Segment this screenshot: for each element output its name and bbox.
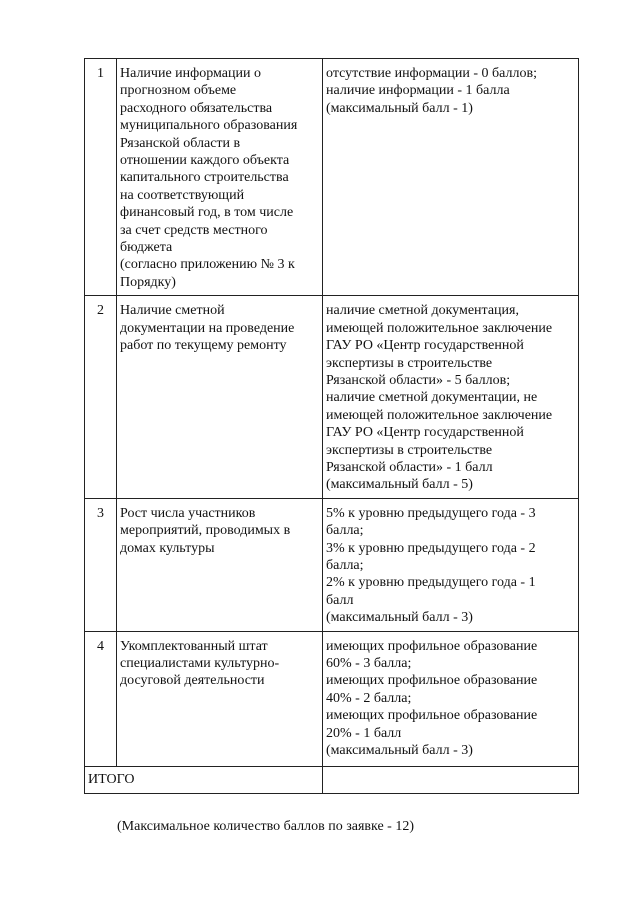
table-row [85,498,579,631]
criterion-text-line: мероприятий, проводимых в [120,523,291,539]
scoring-text-line: 3% к уровню предыдущего года - 2 [326,540,536,556]
scoring-text-line: имеющих профильное образование [326,708,538,724]
scoring-text-line: экспертизы в строительстве [326,355,493,371]
scoring-text-line: балл [326,592,354,608]
total-row [85,766,579,793]
criterion-text-line: Наличие информации о [120,66,261,81]
scoring-text-line: (максимальный балл - 3) [326,610,473,626]
scoring-cell [323,59,579,296]
scoring-text-line: Рязанской области» - 1 балл [326,459,493,475]
scoring-text-line: наличие информации - 1 балла [326,83,510,99]
scoring-text-line: отсутствие информации - 0 баллов; [326,66,537,81]
scoring-text-line: (максимальный балл - 1) [326,100,473,116]
table-row [85,631,579,766]
row-number: 3 [85,498,117,631]
criterion-text-line: расходного обязательства [120,100,273,116]
criterion-text-line: бюджета [120,240,173,256]
row-number: 4 [85,631,117,766]
scoring-text-line: балла; [326,557,364,573]
scoring-cell [323,631,579,766]
scoring-text-line: имеющих профильное образование [326,673,538,689]
criteria-table [84,58,579,794]
criterion-text-line: прогнозном объеме [120,83,237,99]
scoring-text-line: имеющих профильное образование [326,638,538,654]
row-number: 2 [85,296,117,498]
scoring-text-line: наличие сметной документация, [326,303,519,319]
criterion-text-line: на соответствующий [120,187,245,203]
scoring-cell [323,296,579,498]
criterion-text-line: Наличие сметной [120,303,225,319]
scoring-text-line: (максимальный балл - 3) [326,743,473,759]
criterion-text-line: документации на проведение [120,320,295,336]
criterion-text-line: работ по текущему ремонту [120,338,287,354]
scoring-text-line: 40% - 2 балла; [326,690,412,706]
criterion-cell [117,59,323,296]
criterion-text-line: за счет средств местного [120,222,268,238]
scoring-text-line: 2% к уровню предыдущего года - 1 [326,575,536,591]
criterion-cell [117,631,323,766]
criterion-text-line: Рост числа участников [120,505,256,521]
scoring-text-line: 5% к уровню предыдущего года - 3 [326,505,536,521]
criterion-text-line: муниципального образования [120,118,298,134]
total-value [323,766,579,793]
scoring-text-line: имеющей положительное заключение [326,407,553,423]
scoring-text-line: балла; [326,523,364,539]
scoring-text-line: имеющей положительное заключение [326,320,553,336]
criterion-text-line: специалистами культурно- [120,656,280,671]
criterion-text-line: домах культуры [120,540,215,556]
scoring-text-line: экспертизы в строительстве [326,442,493,458]
table-row [85,59,579,296]
criterion-text-line: досуговой деятельности [120,673,265,689]
scoring-text-line: ГАУ РО «Центр государственной [326,425,524,441]
row-number: 1 [85,59,117,296]
scoring-cell [323,498,579,631]
scoring-text-line: 20% - 1 балл [326,725,402,741]
total-label: ИТОГО [85,766,323,793]
criterion-text-line: финансовый год, в том числе [120,205,294,221]
scoring-text-line: Рязанской области» - 5 баллов; [326,372,511,388]
criterion-text-line: капитального строительства [120,170,289,186]
criterion-text-line: отношении каждого объекта [120,153,290,169]
criteria-table-body [85,59,579,794]
criterion-text-line: Укомплектованный штат [120,638,268,654]
scoring-text-line: 60% - 3 балла; [326,656,412,671]
criterion-cell [117,498,323,631]
criterion-text-line: Порядку) [120,274,176,290]
table-row [85,296,579,498]
scoring-text-line: ГАУ РО «Центр государственной [326,338,524,354]
scoring-text-line: наличие сметной документации, не [326,390,538,406]
criterion-text-line: (согласно приложению № 3 к [120,257,295,273]
scoring-text-line: (максимальный балл - 5) [326,477,473,493]
criterion-cell [117,296,323,498]
footer-note: (Максимальное количество баллов по заявке - 12) [117,819,414,834]
criterion-text-line: Рязанской области в [120,135,241,151]
